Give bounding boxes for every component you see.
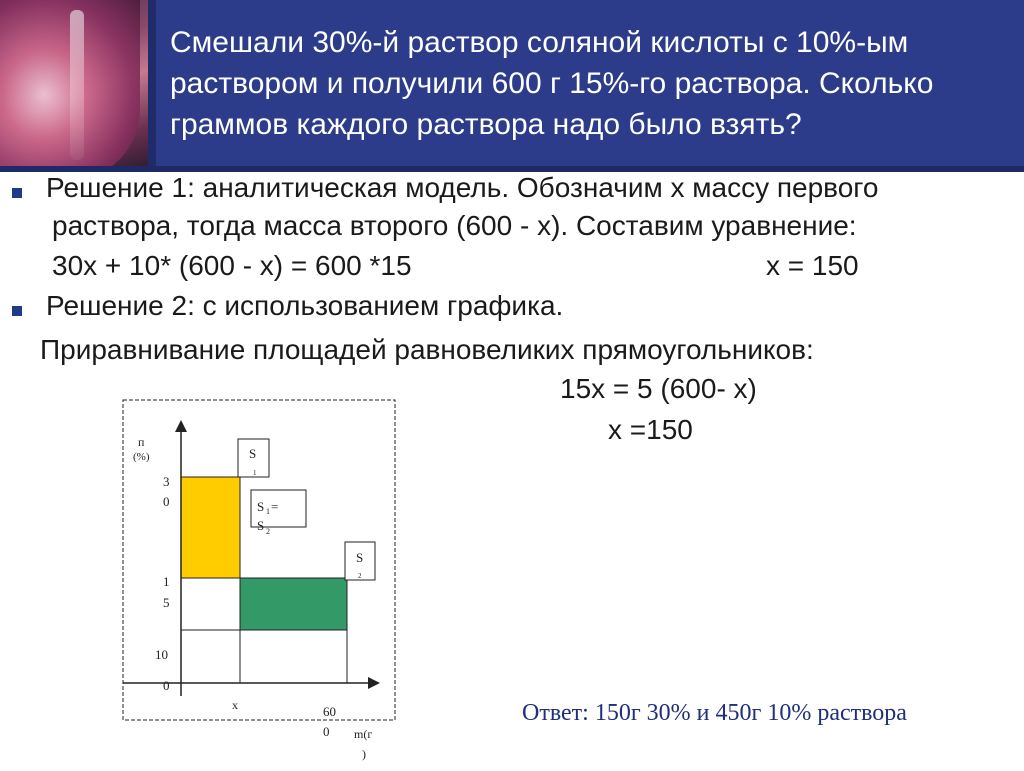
y-axis-label-1: п [138,435,145,449]
eq-s1-letter: S [257,499,265,514]
lower-rectangle-s2 [240,578,347,630]
area-graph [118,396,406,766]
bullet-square-icon [12,188,22,198]
answer-text: Ответ: 150г 30% и 450г 10% раствора [522,700,907,726]
tick-30-a: 3 [163,474,170,489]
x-label: х [232,698,238,712]
problem-statement [170,22,990,145]
solution1-equation: 30х + 10* (600 - х) = 600 *15 [52,250,412,281]
x-axis-label-1: m(г [354,727,373,741]
header-divider [148,0,156,172]
solution1-result: х = 150 [766,250,859,281]
tick-600-b: 0 [323,724,330,739]
tick-15-b: 5 [163,595,170,610]
s1-letter: S [249,446,257,461]
solution1-line1: Решение 1: аналитическая модель. Обозначим х массу первого [46,172,879,203]
solution2-equation: 15х = 5 (600- х) [560,373,757,404]
solution2-result: х =150 [608,414,693,445]
eq-s2-sub: 2 [266,527,270,536]
solution2-line1: Решение 2: с использованием графика. [46,290,564,321]
tick-10: 10 [155,647,168,662]
s2-letter: S [356,550,364,565]
y-axis-label-2: (%) [133,451,150,463]
bullet-square-icon [12,306,22,316]
tick-15-a: 1 [163,574,170,589]
s1-sub: 1 [253,469,257,477]
problem-line-1: Смешали 30%-й раствор соляной кислоты с 10%-ым [170,26,909,59]
solution2-line2: Приравнивание площадей равновеликих прямоугольников: [40,334,814,365]
upper-rectangle-s1 [181,477,240,578]
s2-sub: 2 [358,572,362,580]
tick-0: 0 [163,678,170,693]
x-axis-label-2: ) [362,747,366,761]
solution1-line2: раствора, тогда масса второго (600 - х). Составим уравнение: [52,210,857,241]
header-banner [0,0,1024,172]
area-graph-svg [118,396,406,766]
grid-cell [181,578,240,630]
eq-sign: = [271,499,279,514]
tick-30-b: 0 [163,494,170,509]
problem-line-3: граммов каждого раствора надо было взять? [170,108,802,141]
eq-s2-letter: S [257,518,265,533]
flask-shine [70,10,84,160]
eq-s1-sub: 1 [266,507,270,516]
problem-line-2: раствором и получили 600 г 15%-го раствора. Сколько [170,67,934,100]
flask-image [0,0,148,172]
tick-600-a: 60 [323,704,336,719]
